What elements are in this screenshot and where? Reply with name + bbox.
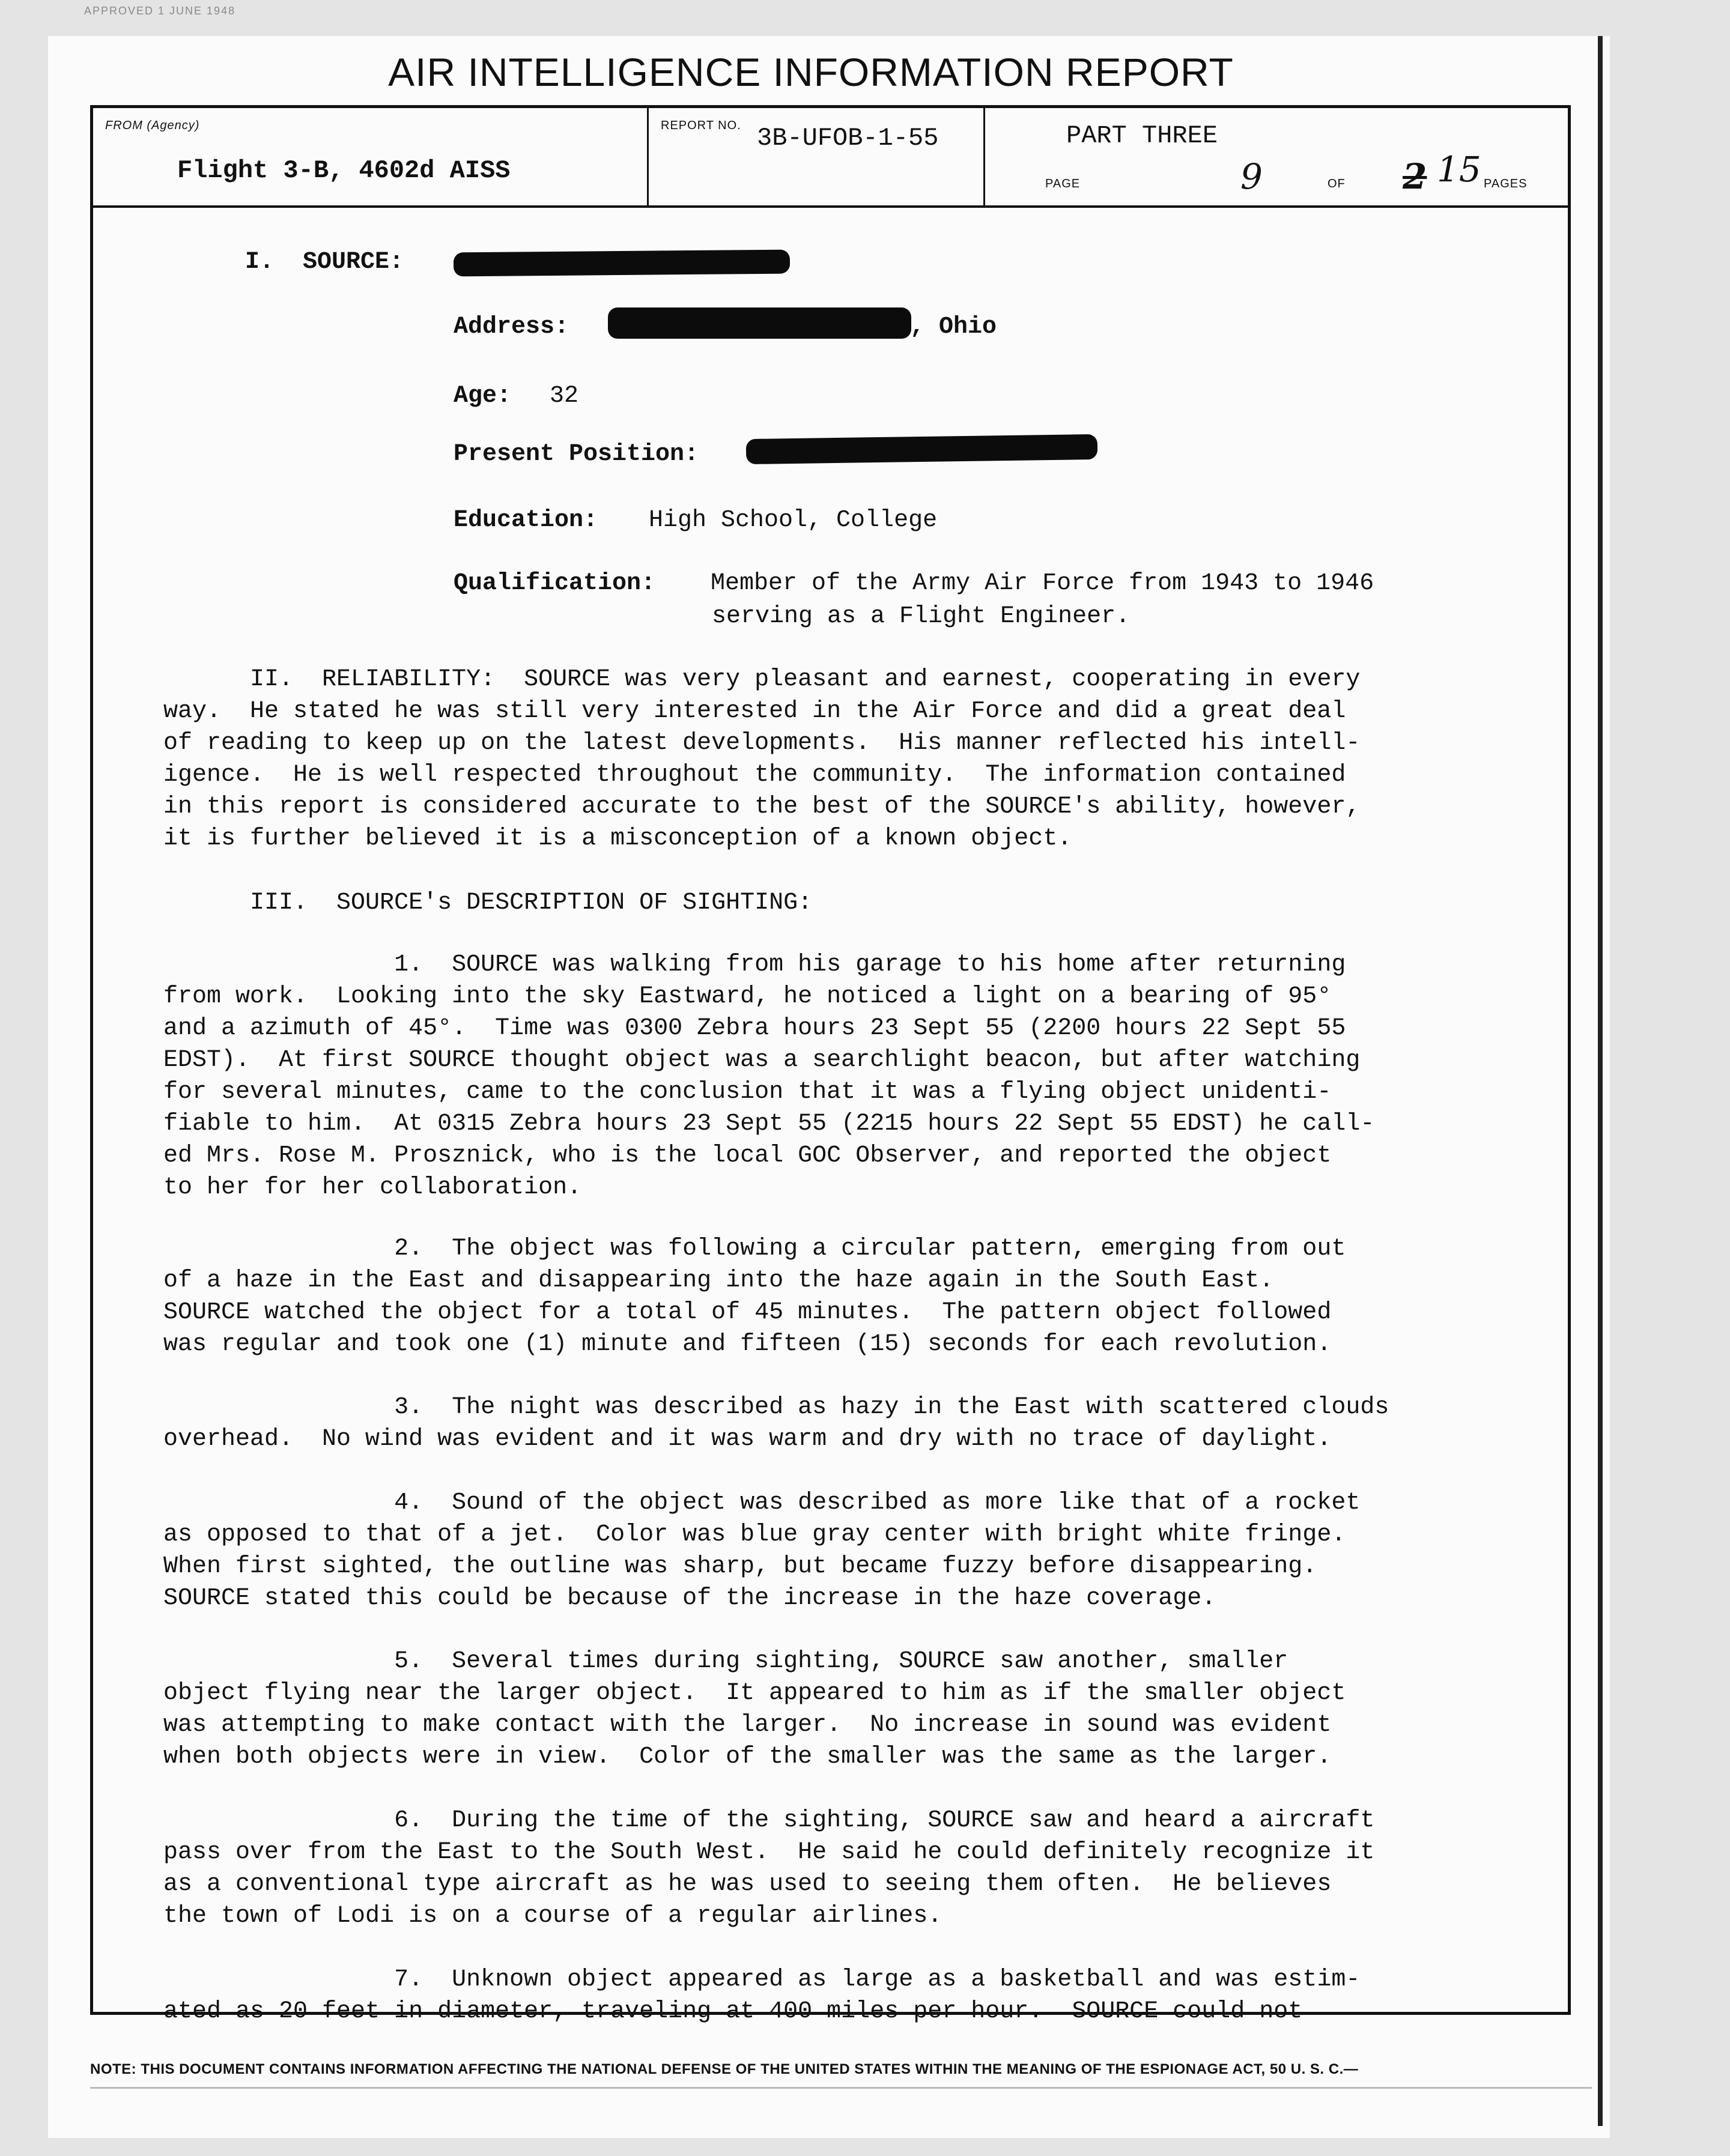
paragraph-line: was attempting to make contact with the larger. No increase in sound was evident: [163, 1712, 1332, 1739]
paragraph-1: [163, 949, 1374, 1204]
paragraph-line: was regular and took one (1) minute and fifteen (15) seconds for each revolution.: [163, 1331, 1332, 1358]
redaction-address: [608, 307, 911, 339]
paragraph-6: [163, 1805, 1374, 1932]
education-value: High School, College: [649, 507, 938, 534]
address-label: Address:: [454, 313, 569, 341]
paragraph-line: the town of Lodi is on a course of a regular airlines.: [163, 1903, 942, 1930]
paragraph-2: [163, 1233, 1346, 1360]
paragraph-4: [163, 1487, 1360, 1614]
paragraph-line: 3. The night was described as hazy in the East with scattered clouds: [163, 1394, 1389, 1421]
paragraph-line: pass over from the East to the South West. He said he could definitely recognize it: [163, 1839, 1375, 1866]
redaction-source: [454, 250, 790, 277]
paragraph-line: for several minutes, came to the conclusion that it was a flying object unidenti-: [163, 1079, 1332, 1106]
reliability-line: igence. He is well respected throughout the community. The information contained: [163, 762, 1346, 789]
from-value: Flight 3-B, 4602d AISS: [177, 156, 511, 185]
qualification-line-2: serving as a Flight Engineer.: [712, 603, 1131, 630]
paragraph-line: from work. Looking into the sky Eastward, he noticed a light on a bearing of 95°: [163, 983, 1332, 1010]
paragraph-line: SOURCE stated this could be because of the increase in the haze coverage.: [163, 1585, 1216, 1612]
reliability-line: in this report is considered accurate to the best of the SOURCE's ability, however,: [163, 793, 1361, 820]
espionage-notice: NOTE: THIS DOCUMENT CONTAINS INFORMATION AFFECTING THE NATIONAL DEFENSE OF THE UNITED STATES WITHIN THE MEANING OF THE ESPIONAGE ACT, 50 U. S. C.—: [90, 2061, 1359, 2077]
paragraph-line: ated as 20 feet in diameter, traveling at 400 miles per hour. SOURCE could not: [163, 1998, 1303, 2025]
reliability-line: of reading to keep up on the latest developments. His manner reflected his intell-: [163, 730, 1361, 757]
paragraph-3: [163, 1391, 1389, 1455]
paragraph-line: 4. Sound of the object was described as more like that of a rocket: [163, 1489, 1361, 1516]
form-edge-text: APPROVED 1 JUNE 1948: [84, 5, 236, 17]
part-page-cell: [985, 108, 1568, 205]
report-header: [93, 108, 1568, 208]
pages-label: PAGES: [1484, 177, 1528, 190]
age-value: 32: [550, 383, 579, 410]
paragraph-5: [163, 1646, 1346, 1773]
paragraph-line: 2. The object was following a circular pattern, emerging from out: [163, 1235, 1346, 1262]
paragraph-line: EDST). At first SOURCE thought object was a searchlight beacon, but after watching: [163, 1047, 1361, 1074]
sighting-heading: III. SOURCE's DESCRIPTION OF SIGHTING:: [163, 889, 813, 916]
report-no-label: REPORT NO.: [661, 119, 741, 132]
from-cell: [93, 108, 649, 205]
paragraph-line: ed Mrs. Rose M. Prosznick, who is the local GOC Observer, and reported the object: [163, 1142, 1332, 1169]
age-label: Age:: [454, 383, 512, 410]
footer-faded-line: [90, 2087, 1592, 2089]
paragraph-line: overhead. No wind was evident and it was warm and dry with no trace of daylight.: [163, 1426, 1332, 1453]
from-label: FROM (Agency): [105, 119, 200, 132]
source-label: I. SOURCE:: [245, 249, 404, 276]
education-label: Education:: [454, 507, 598, 534]
paragraph-line: When first sighted, the outline was sharp, but became fuzzy before disappearing.: [163, 1553, 1317, 1580]
redaction-position: [746, 434, 1098, 464]
page-edge: [1598, 36, 1603, 2126]
paragraph-line: object flying near the larger object. It appeared to him as if the smaller object: [163, 1680, 1346, 1707]
paragraph-line: as a conventional type aircraft as he was used to seeing them often. He believes: [163, 1871, 1332, 1898]
reliability-line: it is further believed it is a misconception of a known object.: [163, 825, 1072, 852]
paragraph-line: 1. SOURCE was walking from his garage to his home after returning: [163, 951, 1346, 978]
report-no-value: 3B-UFOB-1-55: [757, 124, 939, 153]
paragraph-7: [163, 1964, 1360, 2027]
report-title: AIR INTELLIGENCE INFORMATION REPORT: [388, 50, 1234, 94]
reliability-line: II. RELIABILITY: SOURCE was very pleasant and earnest, cooperating in every: [163, 666, 1361, 693]
paragraph-line: of a haze in the East and disappearing into the haze again in the South East.: [163, 1267, 1274, 1294]
part-label: PART THREE: [1066, 121, 1218, 150]
paragraph-line: when both objects were in view. Color of the smaller was the same as the larger.: [163, 1743, 1332, 1770]
page-label: PAGE: [1045, 177, 1081, 190]
paragraph-line: 6. During the time of the sighting, SOURCE saw and heard a aircraft: [163, 1807, 1375, 1834]
paragraph-line: as opposed to that of a jet. Color was blue gray center with bright white fringe.: [163, 1521, 1346, 1548]
qualification-label: Qualification:: [454, 570, 656, 597]
of-label: OF: [1328, 177, 1346, 190]
paragraph-line: 5. Several times during sighting, SOURCE saw another, smaller: [163, 1648, 1288, 1675]
position-label: Present Position:: [454, 441, 699, 468]
reliability-line: way. He stated he was still very interested in the Air Force and did a great deal: [163, 698, 1346, 725]
reliability-section: [163, 664, 1360, 855]
qualification-line-1: Member of the Army Air Force from 1943 to 1946: [711, 570, 1374, 597]
address-state: , Ohio: [910, 313, 997, 341]
struck-page-count: 2: [1403, 156, 1427, 197]
paragraph-line: 7. Unknown object appeared as large as a basketball and was estim-: [163, 1966, 1361, 1993]
paragraph-line: and a azimuth of 45°. Time was 0300 Zebra hours 23 Sept 55 (2200 hours 22 Sept 55: [163, 1015, 1346, 1042]
report-no-cell: [649, 108, 985, 205]
paragraph-line: SOURCE watched the object for a total of 45 minutes. The pattern object followed: [163, 1299, 1332, 1326]
paragraph-line: to her for her collaboration.: [163, 1174, 582, 1201]
page-number: 9: [1240, 156, 1263, 197]
paragraph-line: fiable to him. At 0315 Zebra hours 23 Sept 55 (2215 hours 22 Sept 55 EDST) he call-: [163, 1110, 1375, 1137]
page-count: 15: [1437, 149, 1481, 190]
